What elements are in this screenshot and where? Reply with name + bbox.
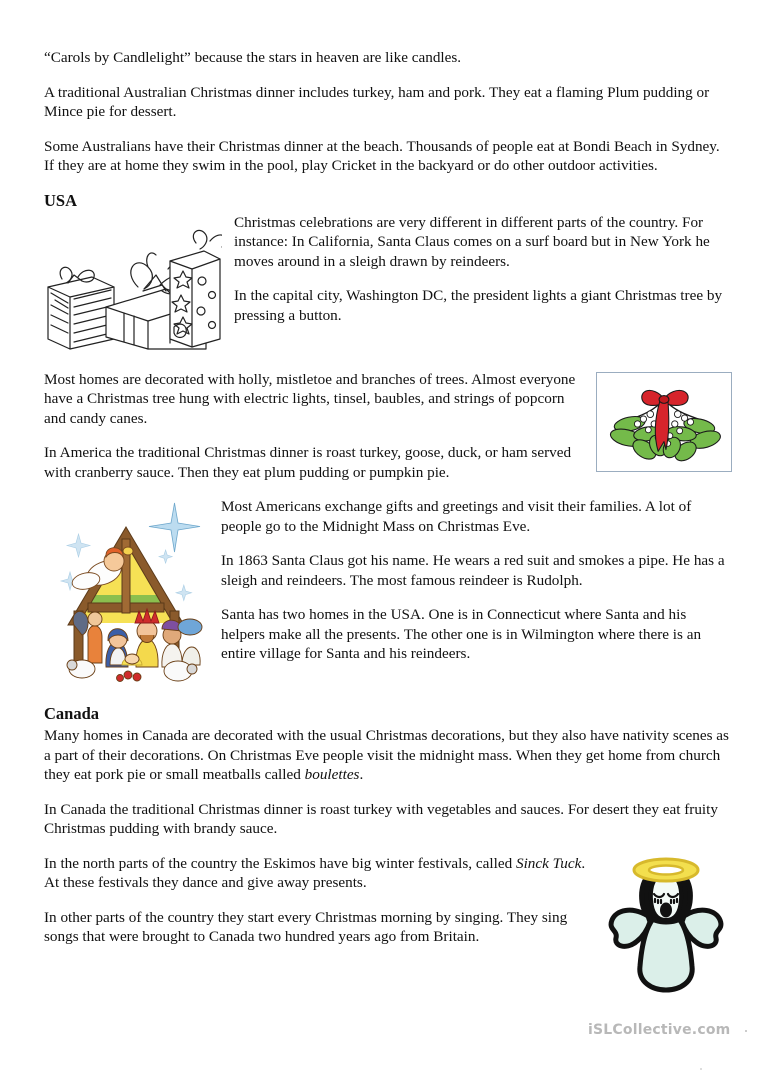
paragraph-carols: “Carols by Candlelight” because the stars in heaven are like candles.	[44, 49, 462, 66]
mistletoe-icon	[597, 373, 731, 471]
canada-p3-after: . At these festivals they dance and give away presents.	[44, 854, 586, 891]
paragraph-usa-celebrations: Christmas celebrations are very different in different parts of the country. For instance: In California, Santa Claus comes on a surf board but in New York he moves around in a sleigh drawn by reindeers.	[234, 213, 710, 270]
islcollective-watermark: iSLCollective.com	[588, 1022, 731, 1038]
paragraph-usa-washington: In the capital city, Washington DC, the president lights a giant Christmas tree by pressing a button.	[234, 287, 723, 324]
mistletoe-image-frame	[596, 372, 732, 472]
singing-angel-icon	[600, 856, 732, 996]
usa-nativity-block	[44, 497, 732, 689]
section-heading-usa: USA	[44, 190, 78, 210]
paragraph-australian-dinner: A traditional Australian Christmas dinner includes turkey, ham and pork. They eat a flaming Plum pudding or Mince pie for dessert.	[44, 83, 710, 120]
paragraph-canada-dinner: In Canada the traditional Christmas dinner is roast turkey with vegetables and sauces. For desert they eat fruity Christmas pudding with brandy sauce.	[44, 800, 718, 837]
gift-boxes-icon	[44, 215, 222, 351]
paragraph-beach-christmas: Some Australians have their Christmas dinner at the beach. Thousands of people eat at Bondi Beach in Sydney. If they are at home they swim in the pool, play Cricket in the backyard or do other outdoor activities.	[44, 137, 720, 174]
canada-p1-before: Many homes in Canada are decorated with the usual Christmas decorations, but they also have nativity scenes as a part of their decorations. On Christmas Eve people visit the midnight mass. When they get home from church they eat pork pie or small meatballs called	[44, 727, 729, 783]
canada-p3-before: In the north parts of the country the Eskimos have big winter festivals, called	[44, 854, 516, 872]
paragraph-canada-singing: In other parts of the country they start every Christmas morning by singing. They sing songs that were brought to Canada two hundred years ago from Britain.	[44, 908, 568, 945]
page-corner-dot	[745, 1030, 747, 1032]
paragraph-usa-dinner: In America the traditional Christmas dinner is roast turkey, goose, duck, or ham served with cranberry sauce. Then they eat plum pudding or pumpkin pie.	[44, 444, 572, 481]
nativity-scene-icon	[44, 499, 209, 685]
page-corner-dot-secondary	[700, 1068, 702, 1070]
paragraph-usa-decorations: Most homes are decorated with holly, mistletoe and branches of trees. Almost everyone have a Christmas tree hung with electric lights, tinsel, baubles, and strings of popcorn and candy canes.	[44, 370, 576, 427]
canada-p1-italic: boulettes	[304, 766, 360, 783]
usa-mistletoe-block	[44, 370, 732, 483]
canada-p1-after: .	[359, 766, 364, 783]
paragraph-usa-santa-name: In 1863 Santa Claus got his name. He wears a red suit and smokes a pipe. He has a sleigh and reindeers. The most famous reindeer is Rudolph.	[221, 552, 725, 589]
canada-p3-italic: Sinck Tuck	[515, 854, 582, 872]
paragraph-usa-gifts-mass: Most Americans exchange gifts and greetings and visit their families. A lot of people go to the Midnight Mass on Christmas Eve.	[221, 498, 692, 535]
canada-angel-block	[44, 854, 732, 1000]
paragraph-usa-santa-homes: Santa has two homes in the USA. One is in Connecticut where Santa and his helpers make all the presents. The other one is in Wilmington where there is an entire village for Santa and his reindeers.	[221, 606, 702, 662]
section-heading-canada: Canada	[44, 704, 100, 723]
paragraph-canada-decorations	[44, 726, 732, 785]
usa-gifts-block	[44, 213, 732, 355]
document-body	[44, 48, 732, 1000]
